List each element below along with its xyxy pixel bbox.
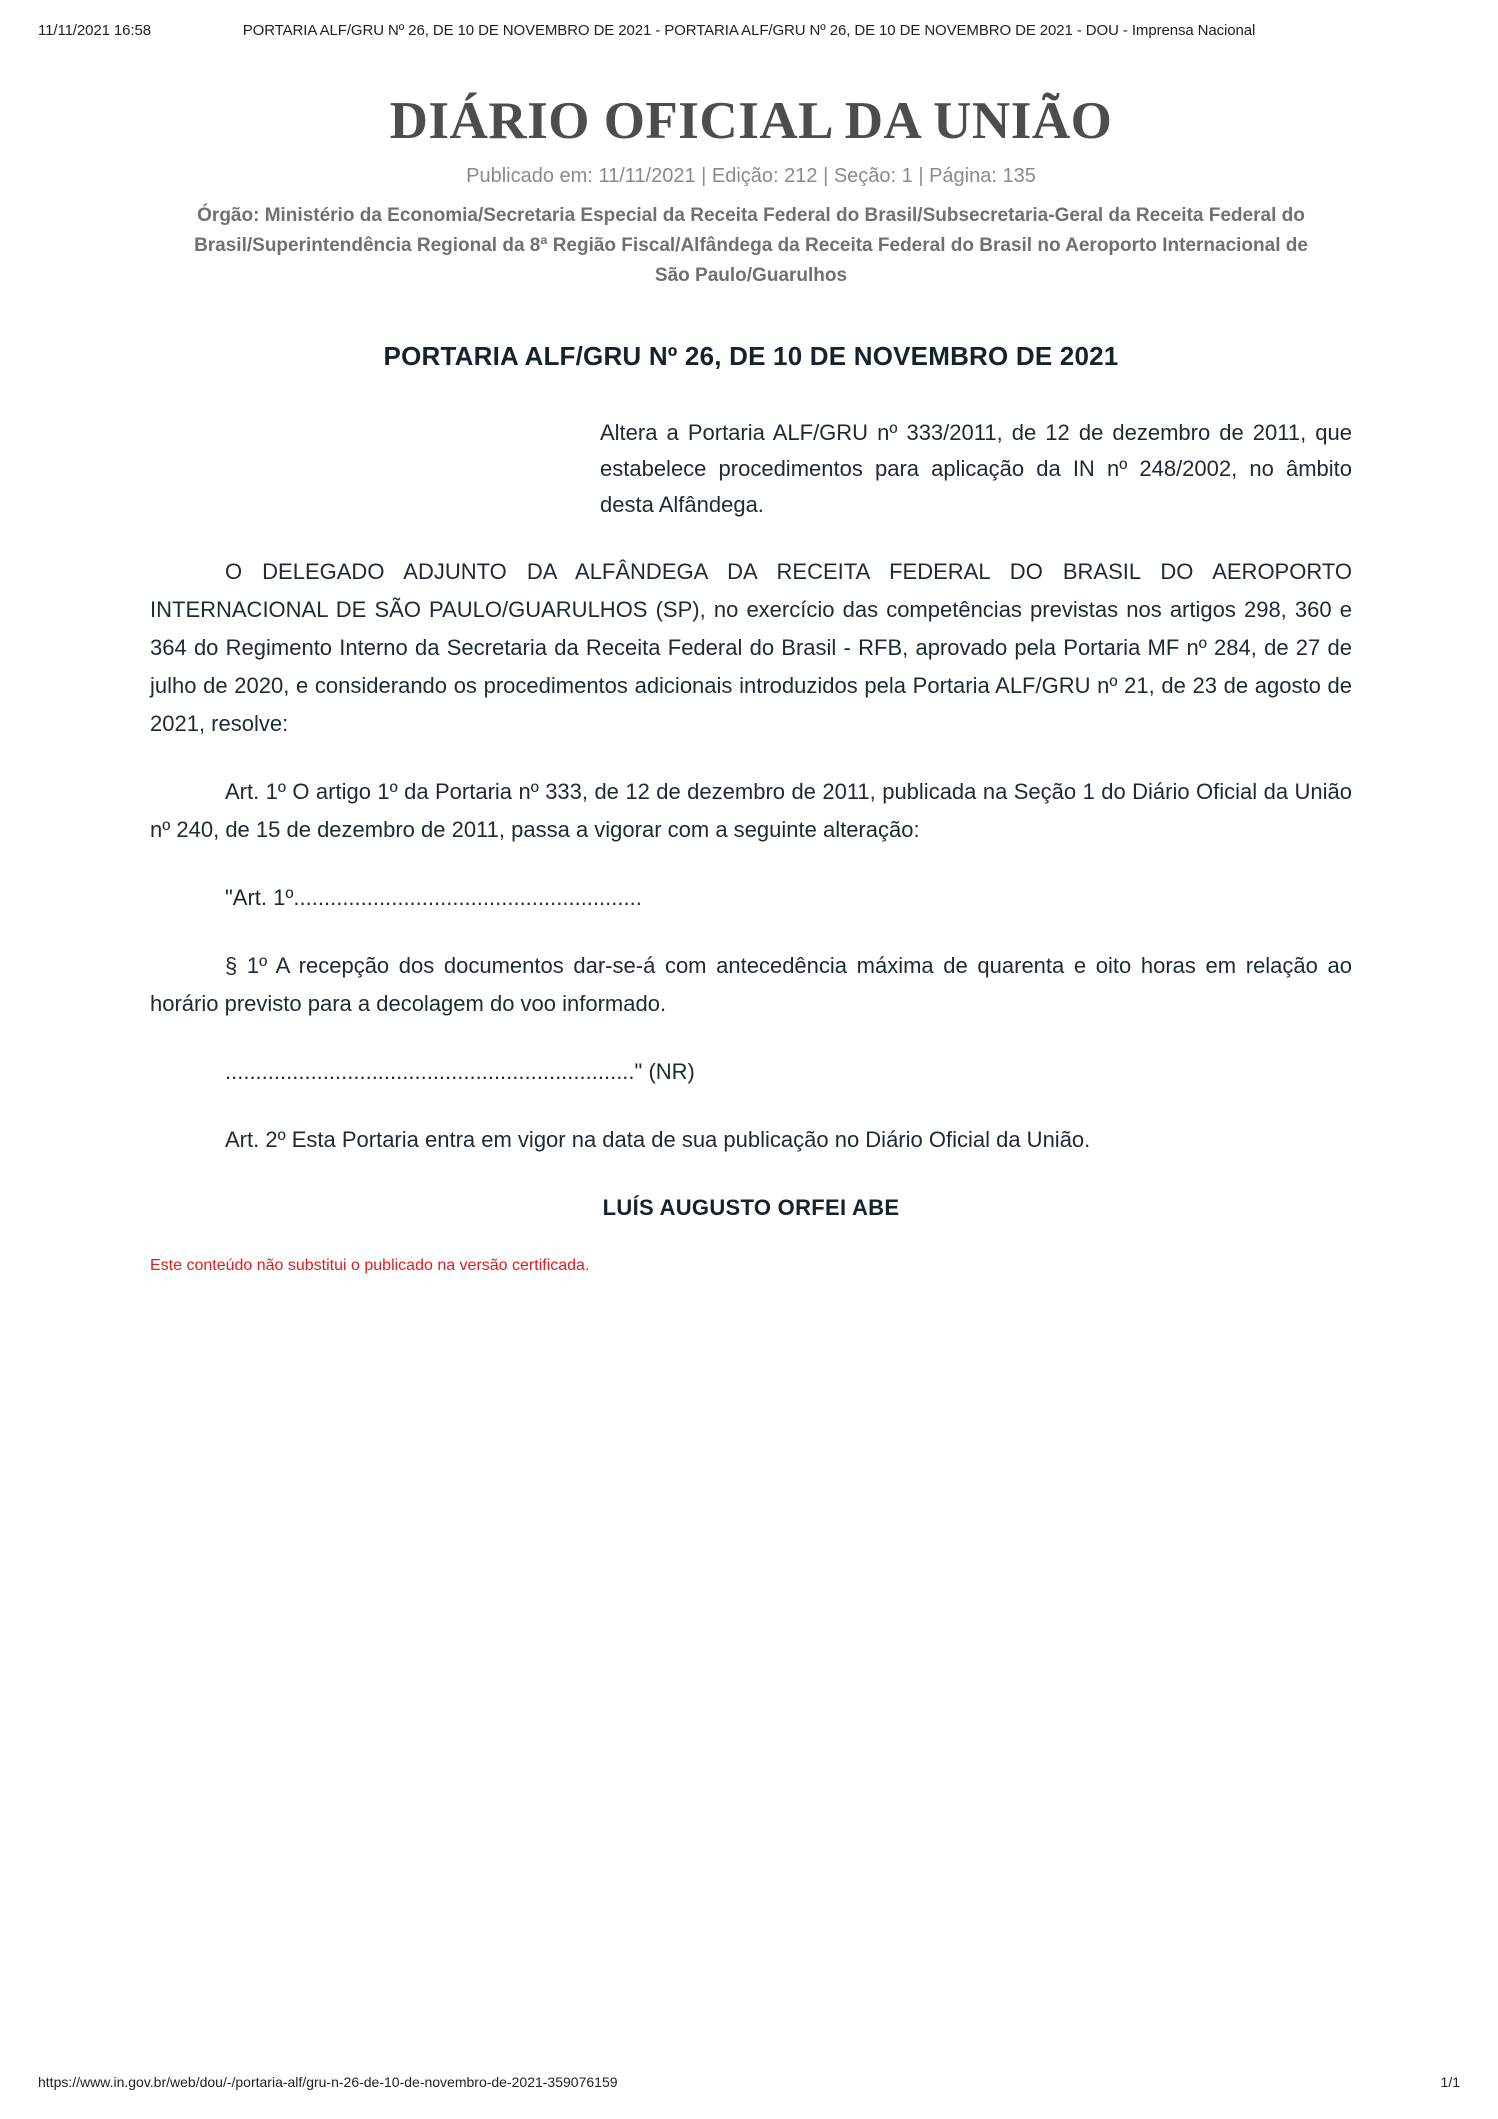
body-paragraph-art-2: Art. 2º Esta Portaria entra em vigor na data de sua publicação no Diário Oficial da União. [225, 1127, 1091, 1152]
print-header-timestamp: 11/11/2021 16:58 [38, 22, 151, 39]
issuing-organ: Órgão: Ministério da Economia/Secretaria Especial da Receita Federal do Brasil/Subsecretaria-Geral da Receita Federal do Brasil/Superintendência Regional da 8ª Região Fiscal/Alfândega da Receita Federal do Brasil no Aeroporto Internacional de São Paulo/Guarulhos [194, 205, 1308, 286]
body-paragraph-art-1: Art. 1º O artigo 1º da Portaria nº 333, de 12 de dezembro de 2011, publicada na Seção 1 do Diário Oficial da União nº 240, de 15 de dezembro de 2011, passa a vigorar com a seguinte alteração: [150, 779, 1352, 842]
signatory-name: LUÍS AUGUSTO ORFEI ABE [602, 1195, 900, 1220]
print-footer-page-indicator: 1/1 [1440, 2074, 1460, 2090]
page-title: PORTARIA ALF/GRU Nº 26, DE 10 DE NOVEMBRO DE 2021 [383, 341, 1119, 371]
certification-disclaimer: Este conteúdo não substitui o publicado na versão certificada. [150, 1257, 590, 1274]
body-paragraph-paragrafo-1: § 1º A recepção dos documentos dar-se-á com antecedência máxima de quarenta e oito horas em relação ao horário previsto para a decolagem do voo informado. [150, 953, 1352, 1016]
print-footer-url: https://www.in.gov.br/web/dou/-/portaria-alf/gru-n-26-de-10-de-novembro-de-2021-359076159 [38, 2074, 618, 2090]
browser-print-footer [0, 2074, 1498, 2094]
document-page [150, 0, 1352, 1277]
ementa-summary: Altera a Portaria ALF/GRU nº 333/2011, de 12 de dezembro de 2011, que estabelece procedimentos para aplicação da IN nº 248/2002, no âmbito desta Alfândega. [600, 420, 1352, 517]
masthead [150, 92, 1352, 291]
masthead-title: DIÁRIO OFICIAL DA UNIÃO [389, 92, 1113, 150]
print-header-document-title: PORTARIA ALF/GRU Nº 26, DE 10 DE NOVEMBRO DE 2021 - PORTARIA ALF/GRU Nº 26, DE 10 DE NOVEMBRO DE 2021 - DOU - Imprensa Nacional [242, 22, 1256, 39]
body-paragraph-quoted-close-nr: ..................................................................." (NR) [225, 1059, 695, 1084]
body-paragraph-preamble: O DELEGADO ADJUNTO DA ALFÂNDEGA DA RECEITA FEDERAL DO BRASIL DO AEROPORTO INTERNACIONAL DE SÃO PAULO/GUARULHOS (SP), no exercício das competências previstas nos artigos 298, 360 e 364 do Regimento Interno da Secretaria da Receita Federal do Brasil - RFB, aprovado pela Portaria MF nº 284, de 27 de julho de 2020, e considerando os procedimentos adicionais introduzidos pela Portaria ALF/GRU nº 21, de 23 de agosto de 2021, resolve: [150, 559, 1352, 736]
publication-metadata: Publicado em: 11/11/2021 | Edição: 212 | Seção: 1 | Página: 135 [466, 165, 1036, 187]
body-paragraph-quoted-art-1: "Art. 1º......................................................... [225, 885, 642, 910]
